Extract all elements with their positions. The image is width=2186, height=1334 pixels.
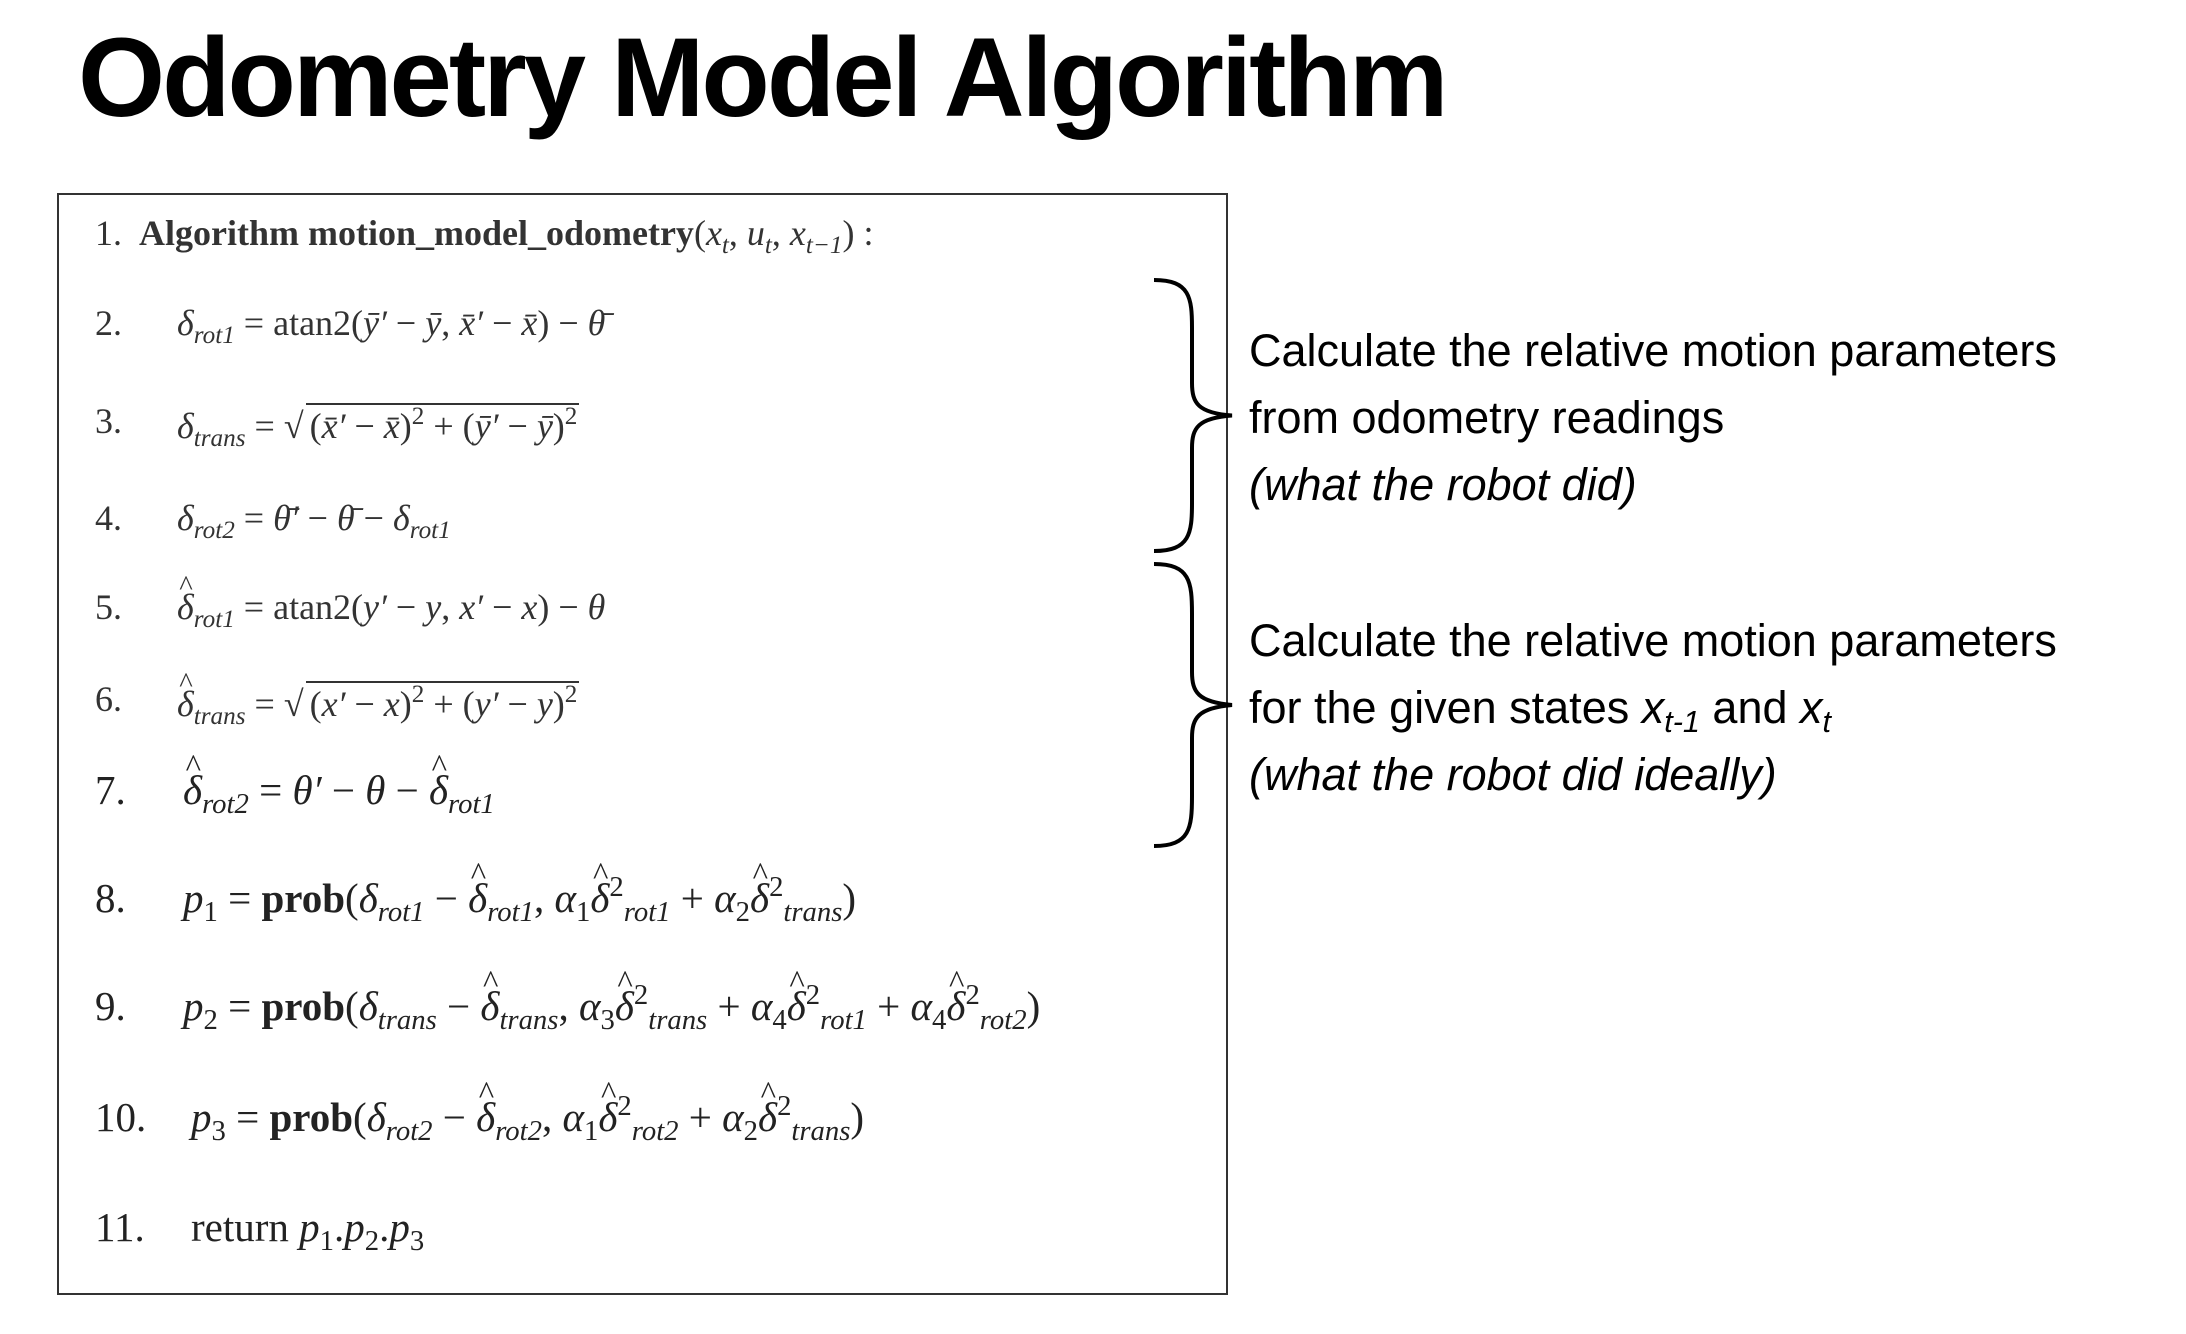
- line-number: 4.: [95, 498, 122, 538]
- equation: $\delta_{trans}$ = √ (x̄′ − x̄)$^2$ + (ȳ′ − ȳ)$^2$: [177, 403, 578, 453]
- prob-keyword: prob: [269, 1094, 354, 1140]
- equation: ^ $\delta_{trans}$ = √ $(x' - x)^2 + (y' - y)^2$: [177, 681, 579, 722]
- equation: $p_1$ = $prob(\delta_{rot1}$ − ^ $\delta_{rot1}$, $\alpha_1\^{}$ $\delta^2_{rot1}$ + $\alpha_2\^{}$ $\delta^2_{trans}$): [183, 878, 856, 919]
- line-number: 11.: [95, 1204, 145, 1250]
- state-sub: t-1: [1664, 705, 1700, 740]
- annotation-line: (what the robot did ideally): [1249, 749, 1777, 800]
- line-number: 6.: [95, 679, 122, 719]
- line-number: 2.: [95, 303, 122, 343]
- annotation-text: and: [1699, 682, 1801, 733]
- line-number: 8.: [95, 875, 126, 921]
- equation: ^ $\delta_{rot1} = atan2(y' - y$, x′ − x) − θ: [177, 589, 605, 625]
- slide-title: Odometry Model Algorithm: [78, 15, 1446, 140]
- equation: ^ $\delta_{rot2} = \theta' - \theta$ − ^ $\delta_{rot1}$: [183, 770, 495, 811]
- line-number: 7.: [95, 767, 126, 813]
- annotation-text: for the given states: [1249, 682, 1642, 733]
- equation: $p_3$ = $prob(\delta_{rot2}$ − ^ $\delta_{rot2}$, $\alpha_1\^{}$ $\delta^2_{rot2}$ + $\alpha_2\^{}$ $\delta^2_{trans}$): [191, 1097, 864, 1138]
- annotation-line: (what the robot did): [1249, 459, 1637, 510]
- line-number: 3.: [95, 401, 122, 441]
- equation: $p_2$ = $prob(\delta_{trans}$ − ^ $\delta_{trans}$, $\alpha_3\^{}$ $\delta^2_{trans}$ + $\alpha_4\^{}$ $\delta^2_{rot1}$ + $\alpha_4\^{}$ $\delta^2_{rot2}$): [183, 986, 1040, 1027]
- line-number: 9.: [95, 983, 126, 1029]
- return-keyword: return: [191, 1204, 289, 1250]
- curly-brace-icon: [1150, 278, 1240, 553]
- annotation-line: Calculate the relative motion parameters: [1249, 615, 2057, 666]
- equation: return $p_1.p_2.p_3$: [191, 1204, 425, 1258]
- state-x: x: [1800, 682, 1823, 733]
- annotation-given-states: [1249, 607, 2057, 808]
- algorithm-box: [57, 193, 1228, 1295]
- algorithm-header: Algorithm $motion\_model\_odometry(x_t$, $u_t$, $x_{t-1}$) :: [139, 213, 874, 260]
- equation: $\delta_{rot2}$ = θ̄′ − θ̄ − $\delta_{rot1}$: [177, 498, 451, 545]
- annotation-line: from odometry readings: [1249, 392, 1725, 443]
- state-x: x: [1641, 682, 1665, 733]
- annotation-line: Calculate the relative motion parameters: [1249, 325, 2057, 376]
- annotation-odometry-readings: [1249, 317, 2057, 518]
- curly-brace-icon: [1150, 562, 1240, 848]
- algorithm-name: Algorithm motion_model_odometry: [139, 213, 694, 253]
- equation: $\delta_{rot1}$ = atan2(ȳ′ − ȳ, x̄′ − x̄) − θ̄: [177, 303, 606, 350]
- annotation-line: [1249, 674, 2057, 741]
- prob-keyword: prob: [261, 875, 346, 921]
- line-number: 1.: [95, 213, 122, 253]
- state-sub: t: [1822, 705, 1832, 740]
- line-number: 10.: [95, 1094, 147, 1140]
- prob-keyword: prob: [261, 983, 346, 1029]
- line-number: 5.: [95, 587, 122, 627]
